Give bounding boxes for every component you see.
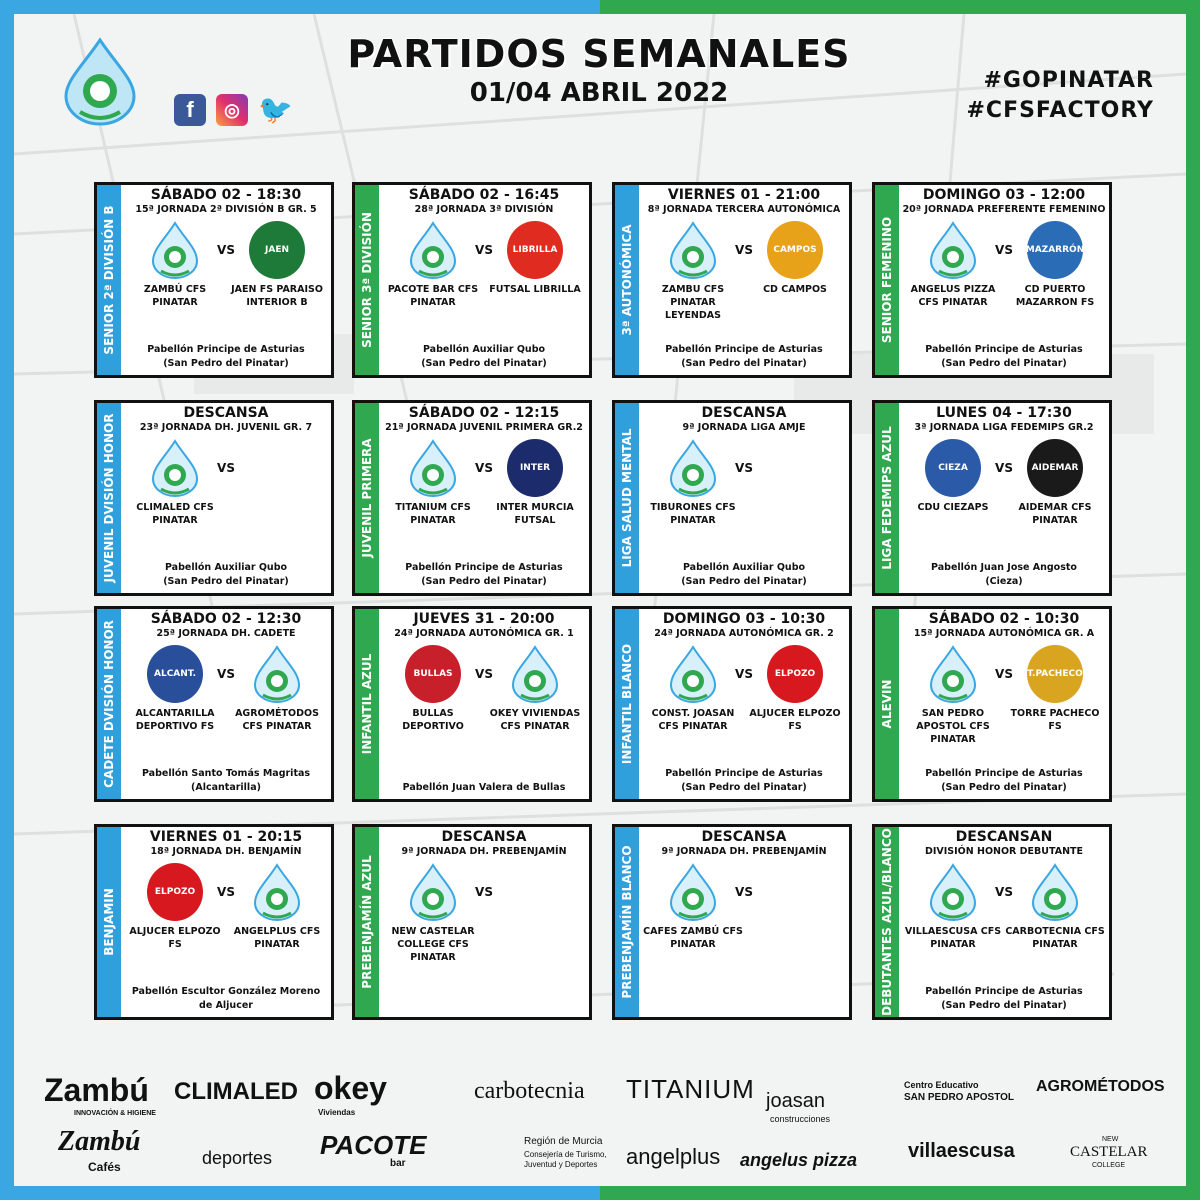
team-b-name: AIDEMAR CFS PINATAR	[1018, 502, 1092, 526]
venue-name: Pabellón Principe de Asturias	[665, 344, 823, 355]
hashtag-cfsfactory[interactable]: #CFSFACTORY	[966, 98, 1154, 123]
vs-label: VS	[475, 243, 493, 257]
team-a-name: ALCANTARILLA DEPORTIVO FS	[135, 708, 215, 732]
teams	[121, 433, 331, 545]
teams	[379, 215, 589, 327]
match-round: 9ª JORNADA LIGA AMJE	[682, 422, 806, 433]
venue	[381, 561, 587, 589]
team-b	[227, 857, 327, 951]
match-date: VIERNES 01 - 20:15	[149, 829, 303, 845]
team-a	[383, 639, 483, 733]
team-b-logo-icon: ELPOZO	[767, 645, 823, 703]
teams	[639, 433, 849, 545]
sponsor-region-2: Consejería de Turismo,	[524, 1150, 607, 1159]
venue	[901, 343, 1107, 371]
team-b-logo-icon: AIDEMAR	[1027, 439, 1083, 497]
category-band	[355, 827, 379, 1017]
match-card	[612, 606, 852, 802]
venue-name: Pabellón Principe de Asturias	[925, 768, 1083, 779]
teams	[639, 639, 849, 751]
venue	[901, 767, 1107, 795]
team-a-logo-icon: ALCANT.	[147, 645, 203, 703]
social-links	[174, 94, 293, 126]
team-a-name: NEW CASTELAR COLLEGE CFS PINATAR	[391, 926, 475, 963]
teams	[899, 639, 1109, 751]
facebook-icon[interactable]: f	[174, 94, 206, 126]
team-a	[383, 857, 483, 964]
team-b-name: CARBOTECNIA CFS PINATAR	[1005, 926, 1105, 950]
team-b	[485, 215, 585, 296]
match-card	[352, 182, 592, 378]
vs-label: VS	[475, 885, 493, 899]
venue-name: Pabellón Auxiliar Qubo	[422, 344, 546, 355]
team-b-logo-icon: CAMPOS	[767, 221, 823, 279]
team-b	[485, 639, 585, 733]
team-b-logo-icon: T.PACHECO	[1027, 645, 1083, 703]
vs-label: VS	[735, 885, 753, 899]
match-card	[352, 400, 592, 596]
team-b-name: JAEN FS PARAISO INTERIOR B	[231, 284, 323, 308]
pinatar-logo-icon	[405, 863, 461, 925]
teams	[899, 857, 1109, 969]
sponsor-zambu-sub: INNOVACIÓN & HIGIENE	[74, 1110, 156, 1117]
team-a	[125, 433, 225, 527]
match-date: DESCANSAN	[955, 829, 1053, 845]
team-a-name: CONST. JOASAN CFS PINATAR	[651, 708, 735, 732]
pinatar-logo-icon	[925, 645, 981, 707]
match-date: JUEVES 31 - 20:00	[413, 611, 555, 627]
team-a	[125, 215, 225, 309]
pinatar-logo-icon	[249, 863, 305, 925]
team-b-logo-icon: INTER	[507, 439, 563, 497]
vs-label: VS	[217, 885, 235, 899]
sponsor-zambu-cafes: Zambú	[58, 1126, 141, 1157]
sponsor-joasan: joasan	[766, 1090, 825, 1112]
venue-city: de Aljucer	[199, 1000, 253, 1011]
category-label: PREBENJAMÍN BLANCO	[620, 845, 634, 999]
category-label: CADETE DVISIÓN HONOR	[102, 620, 116, 788]
venue	[381, 343, 587, 371]
match-card	[94, 400, 334, 596]
card-body	[639, 609, 849, 799]
category-label: JUVENIL DVISIÓN HONOR	[102, 413, 116, 583]
team-a-logo-icon: BULLAS	[405, 645, 461, 703]
match-round: 18ª JORNADA DH. BENJAMÍN	[150, 846, 302, 857]
match-round: 8ª JORNADA TERCERA AUTONÓMICA	[647, 204, 841, 215]
vs-label: VS	[475, 667, 493, 681]
venue-name: Pabellón Principe de Asturias	[925, 344, 1083, 355]
venue	[901, 561, 1107, 589]
venue-city: (San Pedro del Pinatar)	[163, 358, 289, 369]
team-a	[125, 639, 225, 733]
title-block	[314, 32, 884, 108]
category-band	[355, 609, 379, 799]
match-card	[94, 606, 334, 802]
venue-city: (San Pedro del Pinatar)	[681, 782, 807, 793]
poster	[14, 14, 1186, 1186]
teams	[379, 433, 589, 545]
team-b	[227, 433, 327, 501]
category-label: 3ª AUTONÓMICA	[620, 224, 634, 336]
match-card	[612, 182, 852, 378]
match-card	[94, 824, 334, 1020]
team-b	[1005, 215, 1105, 309]
sponsor-sanpedro-2: SAN PEDRO APOSTOL	[904, 1092, 1015, 1103]
venue-city: (San Pedro del Pinatar)	[941, 1000, 1067, 1011]
vs-label: VS	[995, 461, 1013, 475]
venue-name: Pabellón Principe de Asturias	[925, 986, 1083, 997]
venue-city: (Alcantarilla)	[191, 782, 261, 793]
card-body	[899, 403, 1109, 593]
team-b	[485, 433, 585, 527]
venue	[641, 343, 847, 371]
category-band	[97, 185, 121, 375]
team-a-name: CDU CIEZAPS	[917, 502, 989, 513]
team-b	[485, 857, 585, 925]
team-a-name: PACOTE BAR CFS PINATAR	[387, 284, 479, 308]
vs-label: VS	[217, 243, 235, 257]
match-date: DOMINGO 03 - 12:00	[922, 187, 1086, 203]
card-body	[379, 827, 589, 1017]
match-date: SÁBADO 02 - 12:30	[150, 611, 302, 627]
pinatar-logo-icon	[665, 645, 721, 707]
venue-city: (San Pedro del Pinatar)	[421, 358, 547, 369]
vs-label: VS	[995, 243, 1013, 257]
match-round: 24ª JORNADA AUTONÓMICA GR. 1	[394, 628, 574, 639]
team-b-name: CD CAMPOS	[763, 284, 827, 295]
category-band	[875, 827, 899, 1017]
card-body	[899, 185, 1109, 375]
team-a	[643, 857, 743, 951]
match-date: DOMINGO 03 - 10:30	[662, 611, 826, 627]
team-a	[125, 857, 225, 951]
category-band	[355, 185, 379, 375]
match-round: DIVISIÓN HONOR DEBUTANTE	[924, 846, 1084, 857]
card-body	[121, 827, 331, 1017]
venue	[901, 985, 1107, 1013]
category-label: SENIOR 3ª DIVISIÓN	[360, 212, 374, 348]
teams	[639, 857, 849, 969]
header	[14, 14, 1186, 174]
team-a-name: VILLAESCUSA CFS PINATAR	[904, 926, 1002, 950]
vs-label: VS	[475, 461, 493, 475]
team-b	[745, 215, 845, 296]
match-date: DESCANSA	[701, 829, 787, 845]
team-a-name: BULLAS DEPORTIVO	[402, 708, 464, 732]
venue-name: Pabellón Auxiliar Qubo	[164, 562, 288, 573]
match-date: DESCANSA	[701, 405, 787, 421]
card-body	[899, 827, 1109, 1017]
pinatar-logo-icon	[147, 439, 203, 501]
sponsor-zambu: Zambú	[44, 1072, 149, 1108]
category-label: INFANTIL BLANCO	[620, 643, 634, 765]
category-label: SENIOR 2ª DIVISIÓN B	[102, 205, 116, 355]
team-b	[745, 857, 845, 925]
page-title: PARTIDOS SEMANALES	[347, 32, 851, 76]
category-label: JUVENIL PRIMERA	[360, 438, 374, 558]
venue-name: Pabellón Principe de Asturias	[665, 768, 823, 779]
sponsor-region-3: Juventud y Deportes	[524, 1160, 598, 1169]
team-b-logo-icon: JAEN	[249, 221, 305, 279]
match-round: 9ª JORNADA DH. PREBENJAMÍN	[661, 846, 827, 857]
sponsor-pacote: PACOTE	[320, 1130, 427, 1160]
category-label: LIGA SALUD MENTAL	[620, 428, 634, 568]
category-label: BENJAMIN	[102, 888, 116, 956]
match-card	[872, 182, 1112, 378]
pinatar-logo-icon	[147, 221, 203, 283]
team-b-name: ALJUCER ELPOZO FS	[749, 708, 841, 732]
match-date: SÁBADO 02 - 18:30	[150, 187, 302, 203]
vs-label: VS	[995, 667, 1013, 681]
team-a-logo-icon: CIEZA	[925, 439, 981, 497]
match-card	[872, 606, 1112, 802]
card-body	[121, 403, 331, 593]
team-a-name: TIBURONES CFS PINATAR	[650, 502, 736, 526]
sponsor-carbotecnia: carbotecnia	[474, 1078, 585, 1104]
hashtag-gopinatar[interactable]: #GOPINATAR	[983, 68, 1154, 93]
sponsors-bar	[14, 1054, 1186, 1186]
category-band	[615, 827, 639, 1017]
sponsor-angelus: angelus pizza	[740, 1150, 858, 1170]
teams	[899, 215, 1109, 327]
sponsor-pacote-sub: bar	[390, 1158, 406, 1169]
venue-name: Pabellón Santo Tomás Magritas	[141, 768, 311, 779]
venue-city: (San Pedro del Pinatar)	[681, 576, 807, 587]
match-date: SÁBADO 02 - 10:30	[928, 611, 1080, 627]
category-band	[355, 403, 379, 593]
match-date: LUNES 04 - 17:30	[936, 405, 1072, 421]
venue-name: Pabellón Escultor González Moreno	[131, 986, 321, 997]
venue	[641, 767, 847, 795]
team-a	[643, 215, 743, 322]
match-date: SÁBADO 02 - 16:45	[408, 187, 560, 203]
team-a-logo-icon: ELPOZO	[147, 863, 203, 921]
card-body	[121, 609, 331, 799]
team-a-name: CLIMALED CFS PINATAR	[136, 502, 214, 526]
match-card	[872, 400, 1112, 596]
team-a-name: ZAMBÚ CFS PINATAR	[143, 284, 207, 308]
match-round: 15ª JORNADA 2ª DIVISIÓN B GR. 5	[135, 204, 317, 215]
team-b-name: TORRE PACHECO FS	[1010, 708, 1100, 732]
hashtags	[966, 66, 1154, 126]
venue	[381, 781, 587, 795]
match-card	[352, 606, 592, 802]
teams	[121, 215, 331, 327]
teams	[121, 639, 331, 751]
match-round: 9ª JORNADA DH. PREBENJAMÍN	[401, 846, 567, 857]
venue-city: (San Pedro del Pinatar)	[941, 782, 1067, 793]
match-card	[872, 824, 1112, 1020]
match-card	[352, 824, 592, 1020]
venue	[123, 343, 329, 371]
venue	[641, 561, 847, 589]
team-a	[903, 857, 1003, 951]
team-b	[1005, 639, 1105, 733]
category-label: PREBENJAMÍN AZUL	[360, 855, 374, 989]
category-band	[615, 403, 639, 593]
sponsor-agrometodos: AGROMÉTODOS	[1036, 1078, 1165, 1095]
team-a-name: TITANIUM CFS PINATAR	[395, 502, 471, 526]
venue-name: Pabellón Juan Valera de Bullas	[402, 782, 566, 793]
sponsor-okey-sub: Viviendas	[318, 1108, 356, 1117]
match-card	[612, 400, 852, 596]
match-round: 28ª JORNADA 3ª DIVISIÓN	[414, 204, 554, 215]
venue	[123, 561, 329, 589]
venue-city: (San Pedro del Pinatar)	[941, 358, 1067, 369]
team-b	[227, 215, 327, 309]
pinatar-logo-icon	[405, 221, 461, 283]
team-a	[903, 215, 1003, 309]
match-round: 25ª JORNADA DH. CADETE	[156, 628, 296, 639]
card-body	[639, 185, 849, 375]
team-b-name: INTER MURCIA FUTSAL	[496, 502, 574, 526]
match-round: 23ª JORNADA DH. JUVENIL GR. 7	[139, 422, 313, 433]
team-a-name: ALJUCER ELPOZO FS	[129, 926, 221, 950]
sponsor-castelar-3: COLLEGE	[1092, 1162, 1126, 1169]
sponsor-castelar-1: NEW	[1102, 1136, 1119, 1143]
sponsor-region-1: Región de Murcia	[524, 1136, 603, 1147]
venue-city: (Cieza)	[985, 576, 1023, 587]
teams	[899, 433, 1109, 545]
category-label: ALEVIN	[880, 679, 894, 729]
team-a	[903, 639, 1003, 746]
venue-city: (San Pedro del Pinatar)	[681, 358, 807, 369]
category-label: DEBUTANTES AZUL/BLANCO	[880, 828, 894, 1016]
pinatar-logo-icon	[665, 439, 721, 501]
category-band	[875, 609, 899, 799]
team-a	[383, 433, 483, 527]
vs-label: VS	[735, 461, 753, 475]
sponsor-angelplus: angelplus	[626, 1144, 721, 1169]
venue-name: Pabellón Auxiliar Qubo	[682, 562, 806, 573]
pinatar-logo-icon	[925, 863, 981, 925]
match-round: 3ª JORNADA LIGA FEDEMIPS GR.2	[914, 422, 1094, 433]
category-band	[615, 185, 639, 375]
team-b-name: CD PUERTO MAZARRON FS	[1015, 284, 1095, 308]
vs-label: VS	[217, 667, 235, 681]
pinatar-logo-icon	[925, 221, 981, 283]
pinatar-logo-icon	[249, 645, 305, 707]
card-body	[639, 403, 849, 593]
vs-label: VS	[735, 243, 753, 257]
pinatar-logo-icon	[665, 863, 721, 925]
team-b	[1005, 857, 1105, 951]
category-band	[875, 185, 899, 375]
team-a	[643, 433, 743, 527]
match-round: 20ª JORNADA PREFERENTE FEMENINO	[902, 204, 1106, 215]
venue-city: (San Pedro del Pinatar)	[421, 576, 547, 587]
vs-label: VS	[217, 461, 235, 475]
instagram-icon[interactable]: ◎	[216, 94, 248, 126]
teams	[379, 639, 589, 751]
match-round: 15ª JORNADA AUTONÓMICA GR. A	[913, 628, 1095, 639]
team-b-name: AGROMÉTODOS CFS PINATAR	[235, 708, 319, 732]
teams	[639, 215, 849, 327]
sponsor-castelar-2: CASTELAR	[1070, 1144, 1148, 1160]
sponsor-climaled: CLIMALED	[174, 1078, 298, 1105]
team-b	[745, 639, 845, 733]
card-body	[379, 185, 589, 375]
venue-name: Pabellón Principe de Asturias	[147, 344, 305, 355]
card-body	[639, 827, 849, 1017]
card-body	[379, 609, 589, 799]
sponsor-okey: okey	[314, 1070, 387, 1106]
category-band	[875, 403, 899, 593]
vs-label: VS	[735, 667, 753, 681]
match-round: 21ª JORNADA JUVENIL PRIMERA GR.2	[385, 422, 583, 433]
team-a	[643, 639, 743, 733]
match-card	[94, 182, 334, 378]
pinatar-logo-icon	[1027, 863, 1083, 925]
team-b-name: OKEY VIVIENDAS CFS PINATAR	[489, 708, 581, 732]
category-band	[615, 609, 639, 799]
twitter-icon[interactable]: 🐦	[258, 94, 293, 125]
pinatar-logo-icon	[665, 221, 721, 283]
venue	[123, 767, 329, 795]
venue	[123, 985, 329, 1013]
card-body	[121, 185, 331, 375]
teams	[379, 857, 589, 969]
sponsor-joasan-sub: construcciones	[770, 1114, 831, 1124]
sponsor-deportes: deportes	[202, 1148, 273, 1168]
pinatar-logo-icon	[507, 645, 563, 707]
team-a	[903, 433, 1003, 514]
card-body	[379, 403, 589, 593]
venue-city: (San Pedro del Pinatar)	[163, 576, 289, 587]
match-date: SÁBADO 02 - 12:15	[408, 405, 560, 421]
match-round: 24ª JORNADA AUTONÓMICA GR. 2	[654, 628, 834, 639]
teams	[121, 857, 331, 969]
team-a-name: ZAMBU CFS PINATAR LEYENDAS	[661, 284, 725, 321]
team-b	[745, 433, 845, 501]
match-date: DESCANSA	[183, 405, 269, 421]
match-card	[612, 824, 852, 1020]
sponsor-titanium: TITANIUM	[626, 1074, 755, 1104]
team-b-logo-icon: LIBRILLA	[507, 221, 563, 279]
category-label: LIGA FEDEMIPS AZUL	[880, 426, 894, 570]
sponsor-sanpedro-1: Centro Educativo	[904, 1080, 979, 1090]
vs-label: VS	[995, 885, 1013, 899]
team-a	[383, 215, 483, 309]
match-date: DESCANSA	[441, 829, 527, 845]
match-date: VIERNES 01 - 21:00	[667, 187, 821, 203]
category-label: INFANTIL AZUL	[360, 653, 374, 755]
sponsor-zambu-cafes-sub: Cafés	[88, 1160, 121, 1174]
team-b-logo-icon: MAZARRÓN	[1027, 221, 1083, 279]
category-band	[97, 609, 121, 799]
team-b-name: ANGELPLUS CFS PINATAR	[233, 926, 321, 950]
club-crest-icon	[58, 36, 142, 126]
category-band	[97, 827, 121, 1017]
category-label: SENIOR FEMENINO	[880, 216, 894, 344]
team-a-name: ANGELUS PIZZA CFS PINATAR	[910, 284, 996, 308]
pinatar-logo-icon	[405, 439, 461, 501]
venue-name: Pabellón Juan Jose Angosto	[931, 562, 1077, 573]
team-b	[227, 639, 327, 733]
sponsor-villaescusa: villaescusa	[908, 1140, 1015, 1162]
category-band	[97, 403, 121, 593]
team-a-name: SAN PEDRO APOSTOL CFS PINATAR	[916, 708, 990, 745]
team-b-name: FUTSAL LIBRILLA	[489, 284, 581, 295]
date-range: 01/04 ABRIL 2022	[469, 78, 729, 108]
card-body	[899, 609, 1109, 799]
venue-name: Pabellón Principe de Asturias	[405, 562, 563, 573]
team-b	[1005, 433, 1105, 527]
team-a-name: CAFES ZAMBÚ CFS PINATAR	[643, 926, 743, 950]
